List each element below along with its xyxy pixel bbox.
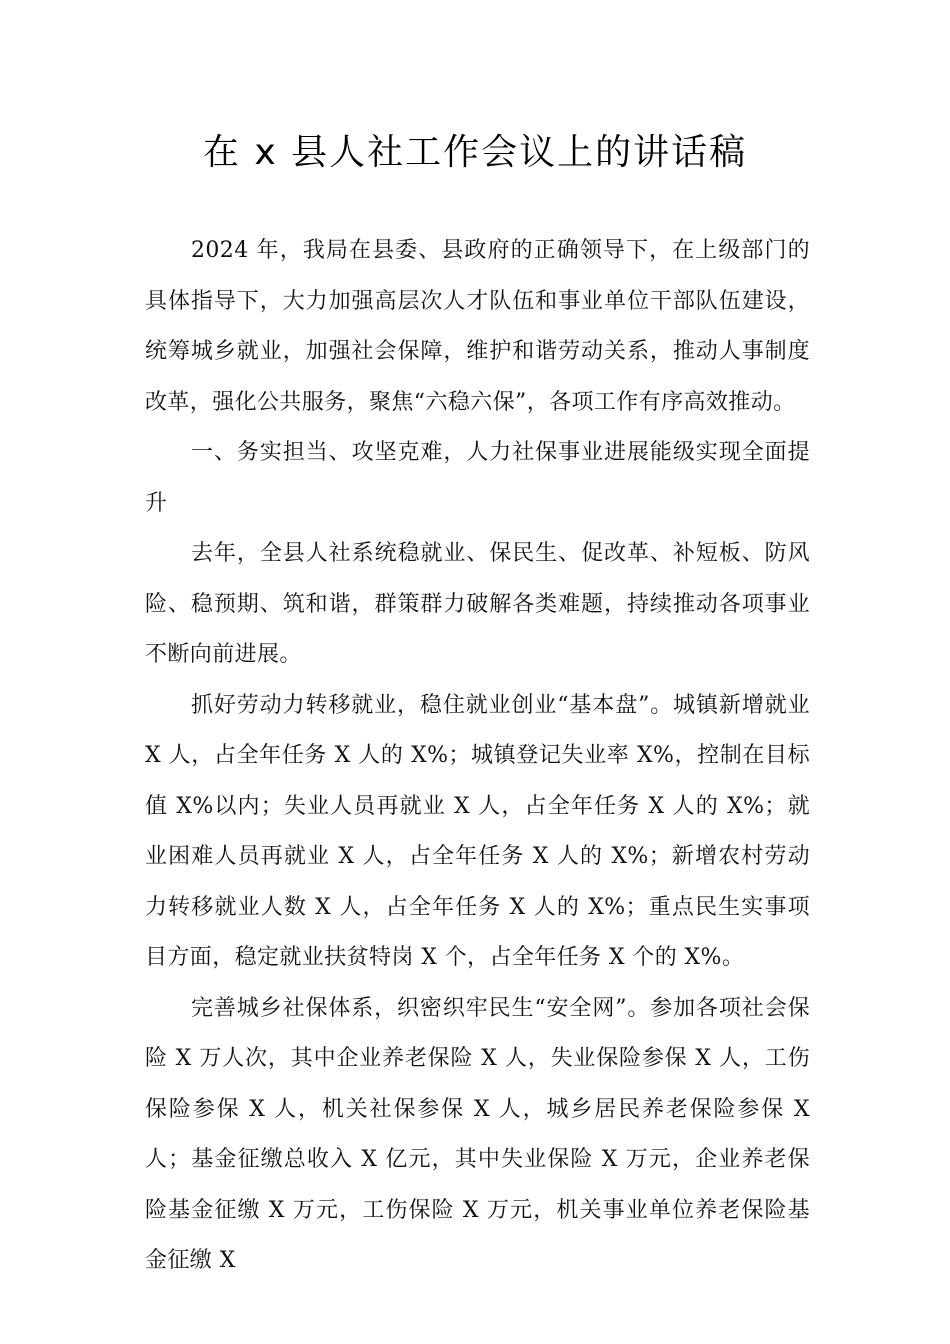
paragraph-overview: 去年，全县人社系统稳就业、保民生、促改革、补短板、防风险、稳预期、筑和谐，群策群力破解各类难题，持续推动各项事业不断向前进展。 [145, 541, 810, 667]
paragraph-intro: 2024 年，我局在县委、县政府的正确领导下，在上级部门的具体指导下，大力加强高层次人才队伍和事业单位干部队伍建设，统筹城乡就业，加强社会保障，维护和谐劳动关系，推动人事制度改革，强化公共服务，聚焦“六稳六保”，各项工作有序高效推动。 [145, 238, 810, 415]
document-body [145, 226, 810, 1287]
paragraph-social-security: 完善城乡社保体系，织密织牢民生“安全网”。参加各项社会保险 X 万人次，其中企业养老保险 X 人，失业保险参保 X 人，工伤保险参保 X 人，机关社保参保 X 人，城乡居民养老保险参保 X 人；基金征缴总收入 X 亿元，其中失业保险 X 万元，企业养老保险基金征缴 X 万元，工伤保险 X 万元，机关事业单位养老保险基金征缴 X [145, 995, 810, 1273]
document-title: 在 x 县人社工作会议上的讲话稿 [202, 132, 748, 173]
paragraph-employment: 抓好劳动力转移就业，稳住就业创业“基本盘”。城镇新增就业 X 人，占全年任务 X 人的 X%；城镇登记失业率 X%，控制在目标值 X%以内；失业人员再就业 X 人，占全年任务 X 人的 X%；就业困难人员再就业 X 人，占全年任务 X 人的 X%；新增农村劳动力转移就业人数 X 人，占全年任务 X 人的 X%；重点民生实事项目方面，稳定就业扶贫特岗 X 个，占全年任务 X 个的 X%。 [145, 692, 810, 970]
section-heading-1: 一、务实担当、攻坚克难，人力社保事业进展能级实现全面提升 [145, 440, 810, 516]
